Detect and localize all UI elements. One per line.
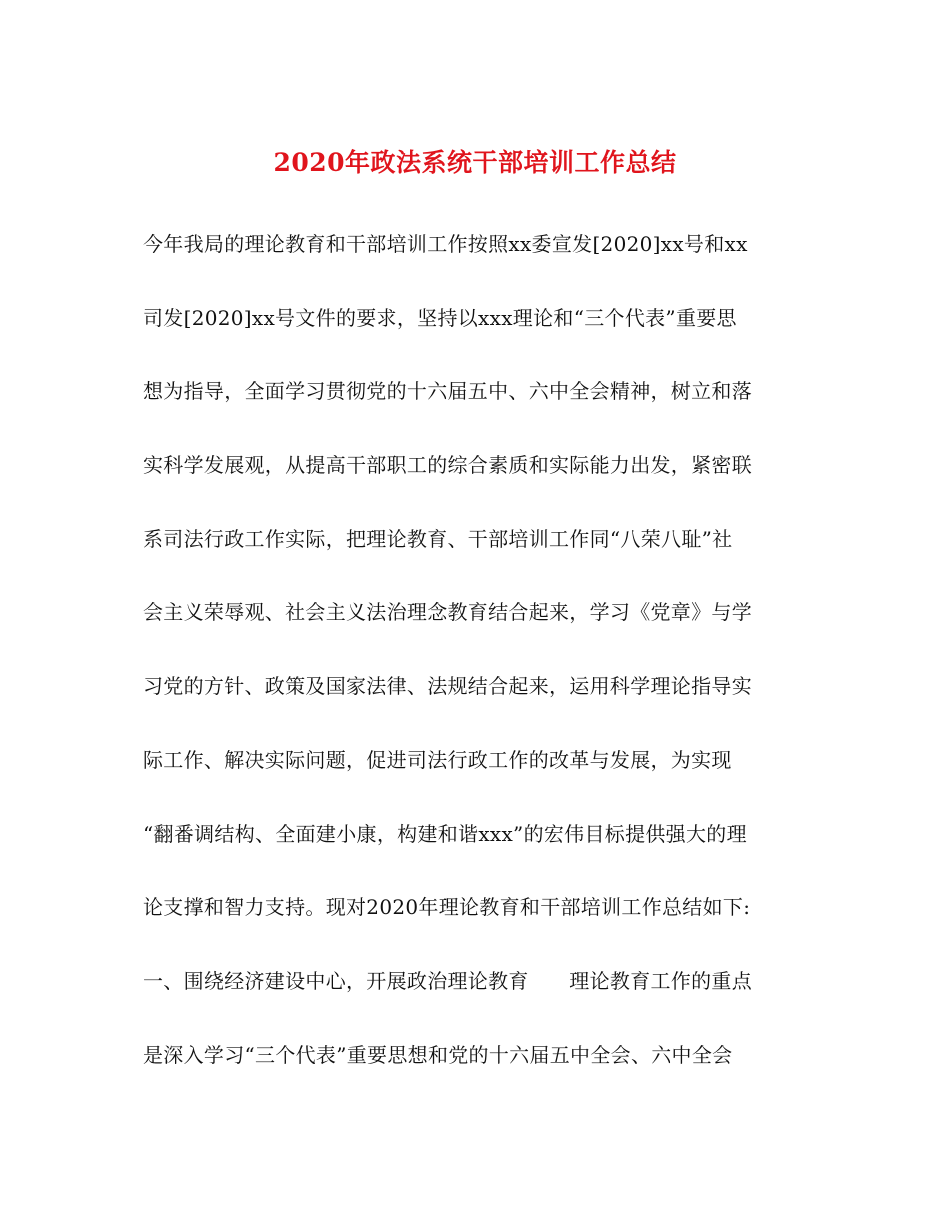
body-line: 论支撑和智力支持。现对2020年理论教育和干部培训工作总结如下: <box>143 895 751 920</box>
document-title: 2020年政法系统干部培训工作总结 <box>273 148 677 177</box>
body-line: 司发[2020]xx号文件的要求，坚持以xxx理论和“三个代表”重要思 <box>143 305 737 330</box>
body-line: 习党的方针、政策及国家法律、法规结合起来，运用科学理论指导实 <box>143 674 752 699</box>
body-line: 今年我局的理论教育和干部培训工作按照xx委宣发[2020]xx号和xx <box>143 232 748 256</box>
body-line: 会主义荣辱观、社会主义法治理念教育结合起来，学习《党章》与学 <box>143 600 752 625</box>
body-line: 一、围绕经济建设中心，开展政治理论教育 理论教育工作的重点 <box>143 968 752 993</box>
body-line: 际工作、解决实际问题，促进司法行政工作的改革与发展，为实现 <box>143 747 732 772</box>
body-line: 是深入学习“三个代表”重要思想和党的十六届五中全会、六中全会 <box>143 1042 733 1067</box>
body-line: 系司法行政工作实际，把理论教育、干部培训工作同“八荣八耻”社 <box>143 526 733 551</box>
body-line: “翻番调结构、全面建小康，构建和谐xxx”的宏伟目标提供强大的理 <box>143 821 747 846</box>
body-line: 想为指导，全面学习贯彻党的十六届五中、六中全会精神，树立和落 <box>143 379 752 404</box>
body-line: 实科学发展观，从提高干部职工的综合素质和实际能力出发，紧密联 <box>143 453 752 478</box>
document-body <box>143 226 823 1110</box>
